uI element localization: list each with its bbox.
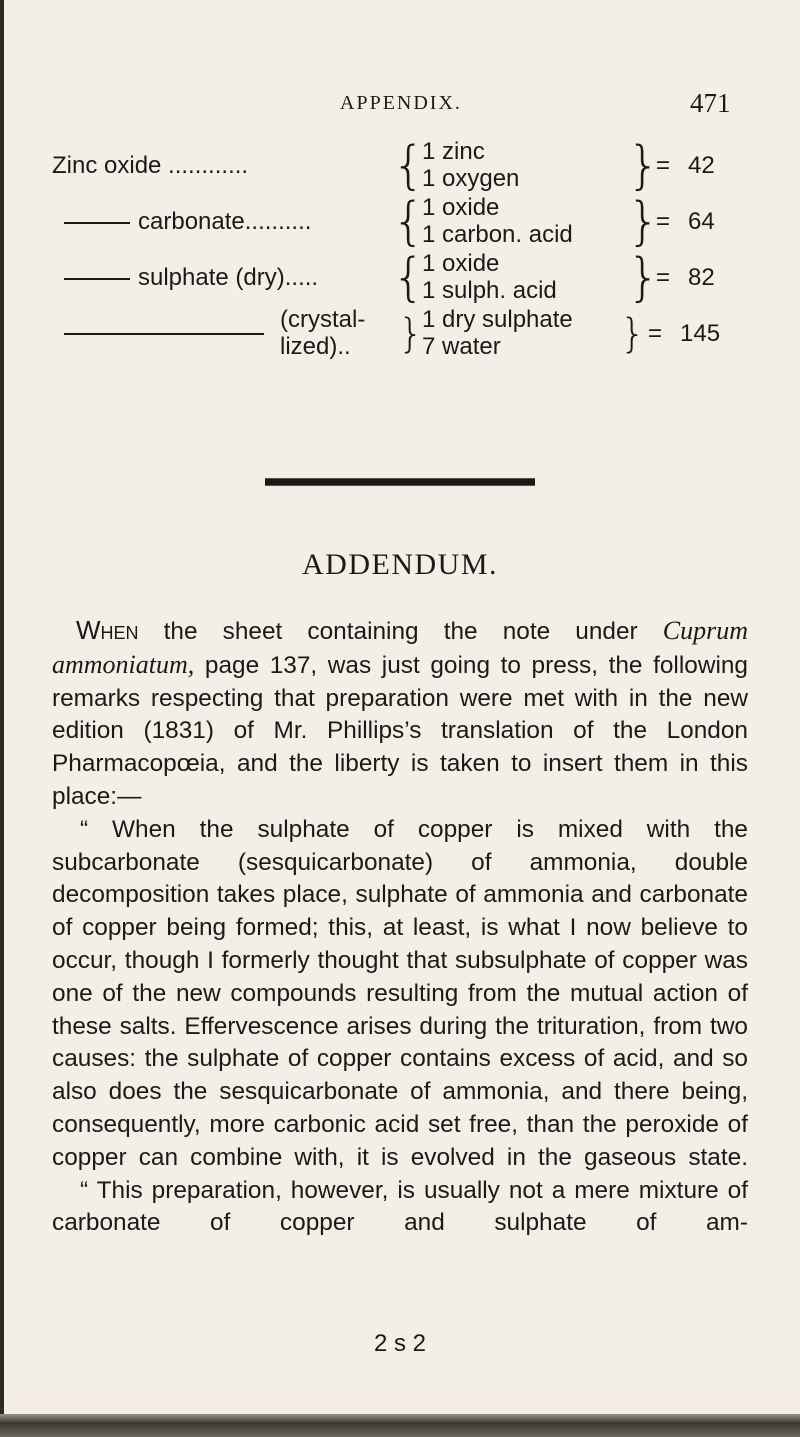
table-row <box>52 194 752 250</box>
row-weight: 145 <box>680 320 721 347</box>
row-parts <box>422 306 573 360</box>
table-row <box>52 306 752 362</box>
lead-word: When <box>76 615 139 645</box>
row-label: carbonate.......... <box>138 208 312 235</box>
equals-sign: = <box>656 264 671 291</box>
row-weight: 64 <box>688 208 715 235</box>
paragraph <box>52 614 748 814</box>
italic-term: Cuprum ammoniatum, <box>52 616 748 679</box>
right-brace: } <box>620 311 646 357</box>
row-label: Zinc oxide ............ <box>52 152 249 179</box>
left-brace: { <box>392 136 426 196</box>
running-title: APPENDIX. <box>340 92 462 114</box>
part-line: 1 dry sulphate <box>422 306 573 333</box>
ditto-dash <box>64 333 264 335</box>
equals-sign: = <box>656 152 671 179</box>
part-line: 1 sulph. acid <box>422 277 557 304</box>
part-line: 1 oxide <box>422 250 500 277</box>
section-heading: ADDENDUM. <box>302 548 498 581</box>
left-brace: { <box>392 248 426 308</box>
page-left-edge <box>0 0 4 1437</box>
row-parts <box>422 250 557 304</box>
ditto-dash <box>64 278 130 280</box>
running-head <box>0 88 800 126</box>
row-label-line: lized).. <box>280 333 351 360</box>
left-brace: { <box>392 192 426 252</box>
page-bottom-edge <box>0 1414 800 1437</box>
right-brace: } <box>627 192 661 252</box>
equals-sign: = <box>648 320 663 347</box>
row-parts <box>422 194 573 248</box>
text-run: page 137, was just going to press, the following remarks respecting that preparation were met with in the new edition (1831) of Mr. Phillips’s translation of the London Pharmacopœia, and the liberty is taken to insert them in this place:— <box>52 651 748 810</box>
part-line: 1 zinc <box>422 138 485 165</box>
row-label <box>280 306 365 360</box>
row-label: sulphate (dry)..... <box>138 264 319 291</box>
right-brace: } <box>627 248 661 308</box>
text-run: the sheet containing the note under <box>138 618 663 645</box>
row-label-line: (crystal- <box>280 306 366 333</box>
row-label-wrap <box>64 264 318 292</box>
signature-mark: 2 s 2 <box>373 1330 427 1357</box>
page-number: 471 <box>690 88 731 118</box>
right-brace: } <box>627 136 661 196</box>
part-line: 1 oxide <box>422 194 500 221</box>
ditto-dash <box>64 222 130 224</box>
ditto-dash-wrap <box>64 320 264 339</box>
row-weight: 42 <box>688 152 715 179</box>
section-rule <box>265 478 535 486</box>
part-line: 1 oxygen <box>422 165 520 192</box>
row-label-wrap <box>64 208 311 236</box>
equals-sign: = <box>656 208 671 235</box>
part-line: 7 water <box>422 333 501 360</box>
left-brace: } <box>398 311 424 357</box>
table-row <box>52 250 752 306</box>
addendum-body <box>52 614 748 1240</box>
row-parts <box>422 138 519 192</box>
part-line: 1 carbon. acid <box>422 221 573 248</box>
zinc-compounds-table <box>52 138 752 362</box>
table-row <box>52 138 752 194</box>
row-weight: 82 <box>688 264 715 291</box>
paragraph: “ When the sulphate of copper is mixed with the subcarbonate (sesquicarbonate) of ammonia, double decomposition takes place, sulphate of ammonia and carbonate of copper being formed; this, at least, is what I now believe to occur, though I formerly thought that subsulphate of copper was one of the new compounds resulting from the mutual action of these salts. Effervescence arises during the trituration, from two causes: the sulphate of copper contains excess of acid, and so also does the sesquicarbonate of ammonia, and there being, consequently, more carbonic acid set free, than the peroxide of copper can combine with, it is evolved in the gaseous state. <box>52 815 748 1171</box>
paragraph: “ This preparation, however, is usually not a mere mixture of carbonate of copper and sulphate of am- <box>52 1176 748 1237</box>
